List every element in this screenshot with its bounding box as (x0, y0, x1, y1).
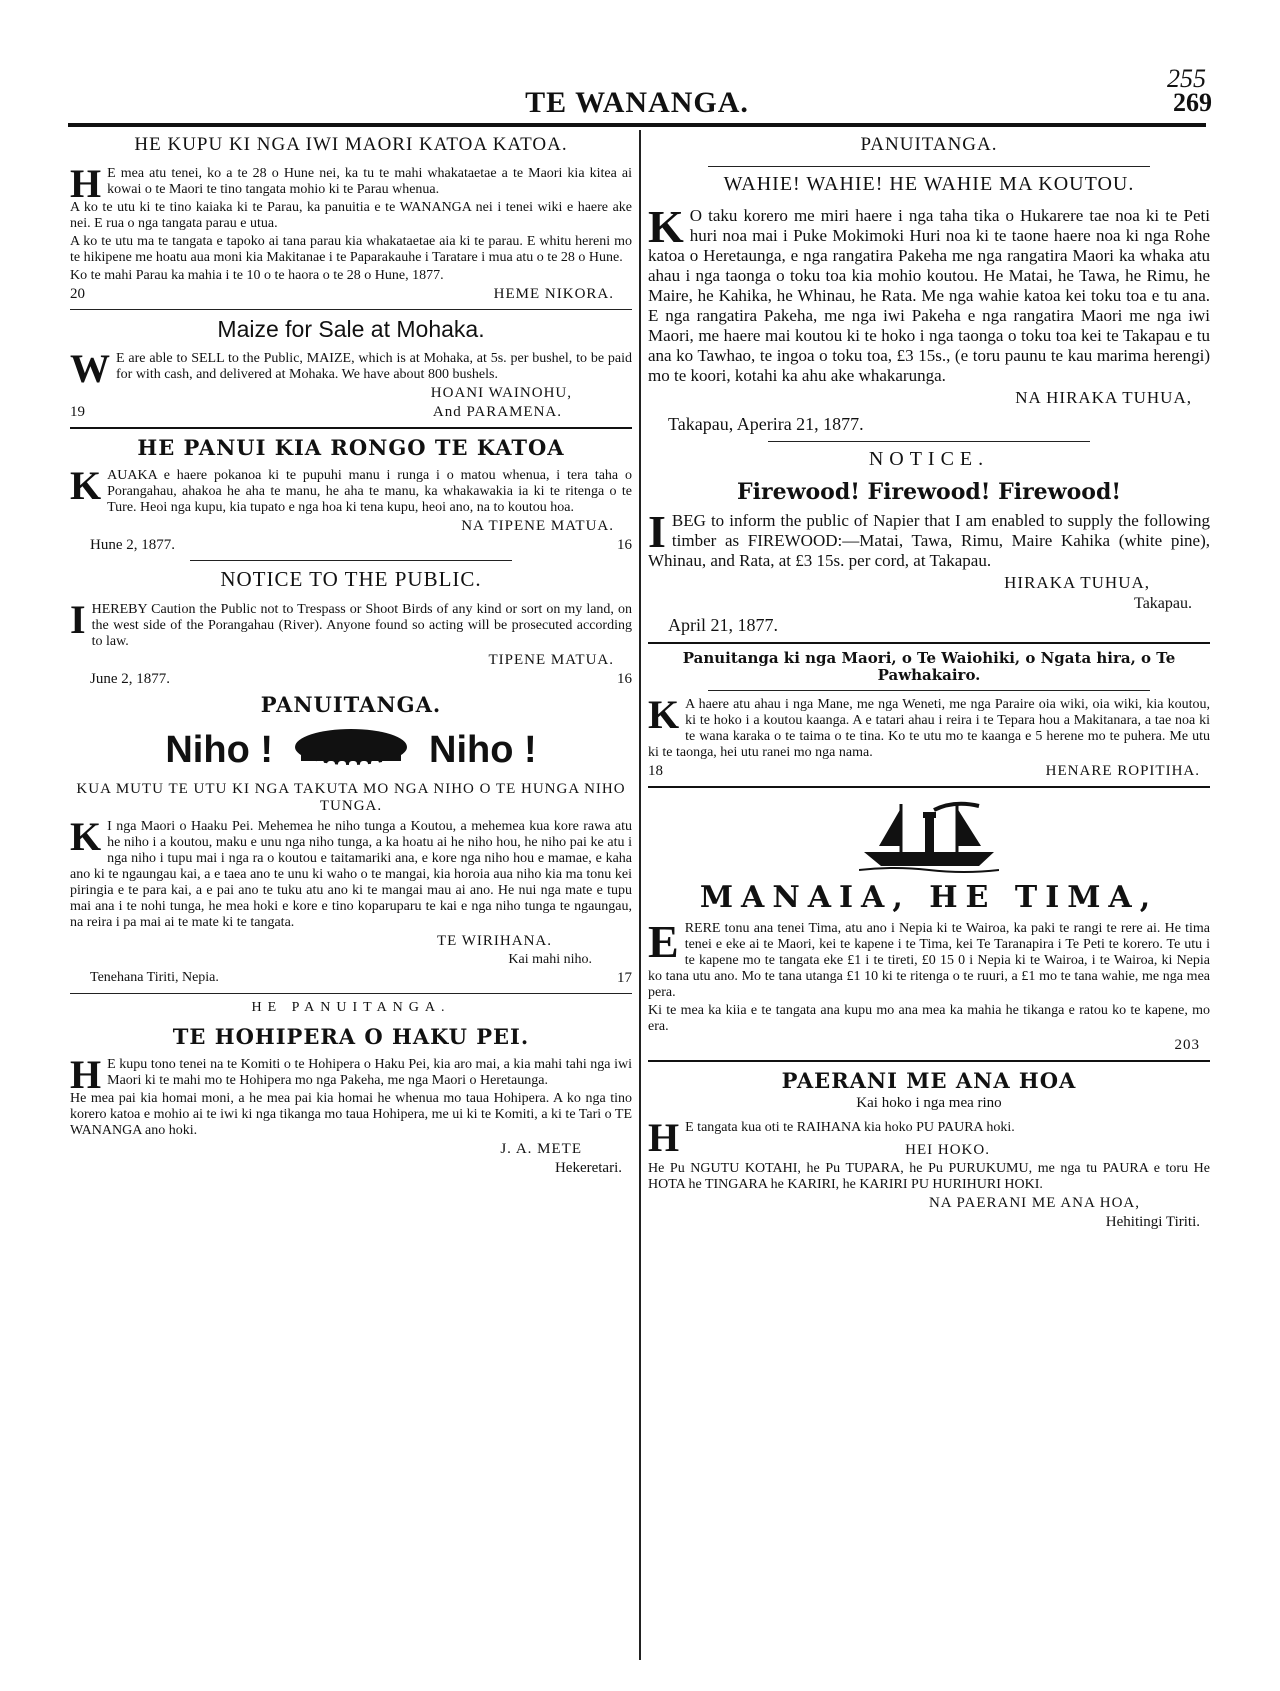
notice-heading-small: PANUITANGA. (860, 134, 998, 155)
notice-heading: PANUITANGA. (260, 692, 442, 717)
notice-signature: HENARE ROPITIHA. (1045, 763, 1200, 779)
divider (70, 427, 632, 429)
page-number: 269 (1173, 88, 1212, 117)
notice-heading: TE HOHIPERA O HAKU PEI. (172, 1024, 530, 1049)
notice-signature: HOANI WAINOHU, (430, 385, 572, 401)
notice-signature: TIPENE MATUA. (488, 652, 614, 668)
notice-heading: HE PANUI KIA RONGO TE KATOA (137, 435, 565, 460)
notice-paerani (648, 1068, 1210, 1231)
notice-paragraph: K O taku korero me miri haere i nga taha tika o Hukarere tae noa ki te Peti huri noa mai i Puke Mokimoki Huri noa ki te taone haere noa ki nga Rohe katoa o Heretaunga, e nga rangatira Pakeha me nga rangatira Maori ka whaka atu ahau i nga taonga o toku toa kia mohio koutou. He Matai, he Tawa, he Rimu, he Maire, he Kahika, he Whinau, he Rata. Me nga wahie katoa kei toku toa e tu ana. E nga rangatira Pakeha, me nga iwi Pakeha e nga rangatira Maori me nga iwi Maori, me haere mai koutou ki te hoko i nga taonga o toku toa kei te Takapau e tu ana ko Tawhao, te ingoa o toku toa, £3 15s., (e toru paunu te kau marima herengi) mo te koori, kotahi ka ahu ake whakarunga. (648, 201, 1210, 385)
divider (648, 1060, 1210, 1062)
notice-number: 203 (1174, 1037, 1200, 1053)
notice-number: 18 (648, 763, 663, 779)
notice-heading: HE KUPU KI NGA IWI MAORI KATOA KATOA. (134, 134, 568, 155)
right-column (648, 130, 1210, 1675)
masthead-rule (68, 123, 1206, 127)
notice-signature: NA TIPENE MATUA. (461, 518, 614, 534)
notice-subheading: KUA MUTU TE UTU KI NGA TAKUTA MO NGA NIHO O TE HUNGA NIHO TUNGA. (76, 781, 626, 814)
notice-signature-sub: Kai mahi niho. (508, 952, 592, 967)
notice-signature: HEME NIKORA. (493, 286, 614, 302)
steamship-icon (859, 796, 999, 876)
drop-cap: E (648, 916, 679, 967)
notice-heading: NOTICE TO THE PUBLIC. (220, 567, 482, 591)
drop-cap: K (70, 463, 102, 508)
drop-cap: K (70, 814, 102, 859)
divider (70, 993, 632, 994)
notice-paragraph: He mea pai kia homai moni, a he mea pai kia homai he whenua mo taua Hohipera. A ko nga tino korero katoa e mohio ai te iwi ki nga tikanga mo taua Hohipera, me ui ki te Komiti, a ki te Tari o TE WANANGA ano hoki. (70, 1091, 632, 1138)
notice-signature: HIRAKA TUHUA, (1004, 573, 1150, 592)
handwritten-page-number: 255 (1167, 64, 1206, 93)
column-divider (639, 130, 641, 1660)
notice-subheading-2: HEI HOKO. (905, 1142, 990, 1158)
drop-cap: W (70, 346, 110, 391)
notice-panui (70, 435, 632, 554)
notice-signature: NA PAERANI ME ANA HOA, (928, 1195, 1140, 1211)
notice-paragraph: H E tangata kua oti te RAIHANA kia hoko PU PAURA hoki. (648, 1115, 1015, 1160)
divider (648, 786, 1210, 788)
notice-number: 16 (617, 537, 632, 553)
notice-heading: MANAIA, HE TIMA, (699, 880, 1159, 915)
notice-paragraph: KAUAKA e haere pokanoa ki te pupuhi manu i runga i o matou whenua, i tera taha o Porangahau, ahakoa he aha te manu, he aha te manu, ka whakawakia ia ki te ritenga o te Ture. Heoi nga kupu, kia tupato e nga hoa ki tena kupu, heoi ano, na to koutou hoa. (70, 463, 632, 515)
notice-firewood (648, 448, 1210, 636)
false-teeth-icon (291, 725, 411, 775)
notice-heading-small: HE PANUITANGA. (251, 1000, 451, 1015)
notice-heading: PAERANI ME ANA HOA (781, 1068, 1077, 1093)
newspaper-title: TE WANANGA. (525, 86, 749, 119)
divider (70, 309, 632, 310)
notice-wahie (648, 134, 1210, 435)
niho-word-left: Niho ! (165, 728, 273, 771)
notice-subheading: Kai hoko i nga mea rino (856, 1095, 1002, 1111)
notice-paragraph: He Pu NGUTU KOTAHI, he Pu TUPARA, he Pu PURUKUMU, me nga tu PAURA e toru He HOTA he TINGARA he KARIRI, he KARIRI PU HURIHURI HOKI. (648, 1161, 1210, 1192)
divider (708, 166, 1150, 167)
notice-public (70, 567, 632, 688)
notice-paragraph: A ko te utu ma te tangata e tapoko ai tana parau kia whakataetae aia ki te parau. E whitu hereni mo te hikipene me hoatu aua moni kia Makitanae i te Paparakauhe i Taratare i mua atu o te 28 o Hune. (70, 234, 632, 265)
divider (708, 690, 1150, 691)
notice-heading-small: NOTICE. (868, 448, 990, 470)
notice-hohipera (70, 1000, 632, 1177)
notice-manaia (648, 796, 1210, 1054)
notice-kupu (70, 134, 632, 303)
notice-signature-2: And PARAMENA. (432, 404, 562, 420)
notice-paragraph: Ki te mea ka kiia e te tangata ana kupu mo ana mea ka mahia he tikanga e ratou ko te kapene, mo era. (648, 1003, 1210, 1034)
notice-date: June 2, 1877. (90, 671, 170, 687)
divider (190, 560, 512, 561)
notice-date: Takapau, Aperira 21, 1877. (668, 414, 864, 434)
notice-signature-sub: Hehitingi Tiriti. (1105, 1214, 1200, 1230)
notice-date: Hune 2, 1877. (90, 537, 175, 553)
niho-word-right: Niho ! (429, 728, 537, 771)
notice-paragraph: IHEREBY Caution the Public not to Trespass or Shoot Birds of any kind or sort on my land, on the west side of the Porangahau (River). Anyone found so acting will be prosecuted according to law. (70, 597, 632, 649)
notice-signature: TE WIRIHANA. (436, 933, 552, 949)
notice-number: 20 (70, 286, 85, 302)
notice-signature-sub: Hekeretari. (554, 1160, 622, 1176)
notice-paragraph: K I nga Maori o Haaku Pei. Mehemea he niho tunga a Koutou, a mehemea kua kore rawa atu he niho i a koutou, maku e unu nga niho tunga, a ka hoatu ai he niho hou, he niho pai ke atu i nga niho i tupu mai i nga ra o koutou e taitamariki ana, e kore nga niho hou e mamae, e kaha ano ki te ngaungau kai, a e taea ano te unu ki waho o te mangai, kia horoia aua niho kia ma tonu kei piringia e te para kai, a e pai ano te tuku atu ano ki te mangai mau ai ano. He nui nga mate e tupu mai ana i te nohi tunga, he mea hoki e kore e tino koparuparu te kai e nga niho tunga te ngaungau, na reira i pa mai ai te mate ki te tangata. (70, 814, 632, 930)
notice-niho (70, 692, 632, 987)
notice-paragraph: K A haere atu ahau i nga Mane, me nga Weneti, me nga Paraire oia wiki, oia wiki, kia koutou, ki te hoko i a koutou kaanga. A e tatari ahau i reira i te Tepara hou a Makitanara, a tae noa ki te wana karaka o te taima o te tina. Ko te utu mo te kaanga e 5 herene mo te puhera. Me utu ki te taonga, hei utu ranei mo nga nama. (648, 692, 1210, 760)
notice-signature-sub: Takapau. (1134, 595, 1192, 612)
notice-date: April 21, 1877. (668, 615, 778, 635)
drop-cap: K (648, 201, 684, 252)
notice-maize (70, 316, 632, 421)
drop-cap: I (648, 506, 666, 557)
notice-heading: WAHIE! WAHIE! HE WAHIE MA KOUTOU. (723, 173, 1135, 195)
drop-cap: H (648, 1115, 680, 1160)
notice-paragraph: H E mea atu tenei, ko a te 28 o Hune nei, ka tu te mahi whakataetae a te Maori kia kitea ai kowai o te Maori te tino tangata mohio ki te Parau whenua. (70, 161, 632, 206)
notice-paragraph: Ko te mahi Parau ka mahia i te 10 o te haora o te 28 o Hune, 1877. (70, 268, 444, 283)
notice-paragraph: H E kupu tono tenei na te Komiti o te Hohipera o Haku Pei, kia aro mai, a kia mahi tahi nga iwi Maori ki te mahi mo te Hohipera mo nga Pakeha, me nga Maori o Heretaunga. (70, 1052, 632, 1097)
divider (768, 441, 1090, 442)
notice-number: 17 (617, 970, 632, 986)
notice-paragraph: W E are able to SELL to the Public, MAIZE, which is at Mohaka, at 5s. per bushel, to be paid for with cash, and delivered at Mohaka. We have about 800 bushels. (70, 346, 632, 391)
notice-number: 19 (70, 404, 85, 420)
notice-number: 16 (617, 671, 632, 687)
notice-heading: Firewood! Firewood! Firewood! (737, 479, 1121, 505)
drop-cap: H (70, 1052, 102, 1097)
notice-panuitanga-maori (648, 650, 1210, 780)
notice-signature: J. A. METE (500, 1141, 582, 1157)
notice-paragraph: A ko te utu ki te tino kaiaka ki te Parau, ka panuitia e te WANANGA nei i tenei wiki e haere ake nei. E rua o nga tangata parau e utua. (70, 200, 632, 231)
notice-address: Tenehana Tiriti, Nepia. (90, 970, 219, 985)
notice-paragraph: IBEG to inform the public of Napier that I am enabled to supply the following timber as FIREWOOD:—Matai, Tawa, Rimu, Maire Kahika (white pine), Whinau, and Rata, at £3 15s. per cord, at Takapau. (648, 506, 1210, 570)
notice-signature: NA HIRAKA TUHUA, (1015, 388, 1192, 407)
left-column (70, 130, 632, 1675)
drop-cap: I (70, 597, 86, 642)
divider (648, 642, 1210, 644)
drop-cap: K (648, 692, 680, 737)
drop-cap: H (70, 161, 102, 206)
notice-paragraph: ERERE tonu ana tenei Tima, atu ano i Nepia ki te Wairoa, ka paki te rangi te rere ai. He tima tenei e eke ai te Maori, kei te kapene i te Tima, kei Te Taranapira i Te Peti te korero. Te utu i te kapene mo te tangata eke £1 i te tireti, £0 15 0 i Nepia ki te Wairoa, i te Wairoa, ki Nepia ko tana utu ano. Mo te tana utanga £1 10 ki te ritenga o te ruuri, a £1 mo te tana wahie, me nga mea pera. (648, 916, 1210, 1000)
notice-heading: Maize for Sale at Mohaka. (217, 316, 485, 342)
notice-heading: Panuitanga ki nga Maori, o Te Waiohiki, o Ngata hira, o Te Pawhakairo. (682, 649, 1176, 684)
masthead (62, 64, 1212, 126)
